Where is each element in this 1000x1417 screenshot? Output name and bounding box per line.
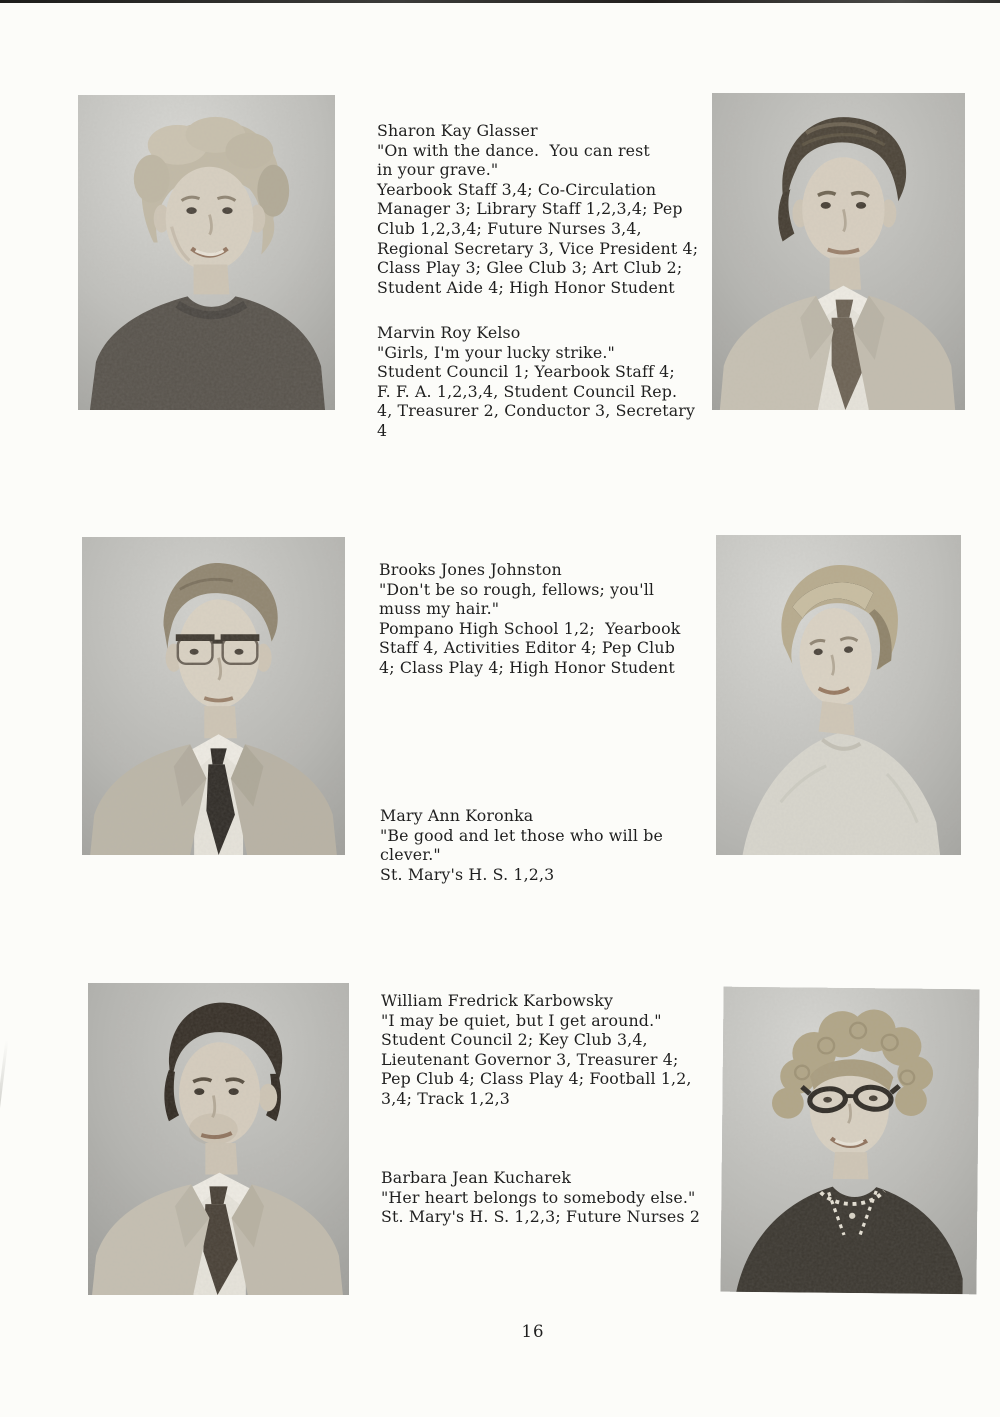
portrait-photo-mary-ann-koronka <box>716 535 961 855</box>
student-name: Marvin Roy Kelso <box>377 323 521 342</box>
entry-line: clever." <box>380 845 441 865</box>
portrait-illustration <box>82 537 345 855</box>
entry-line: Regional Secretary 3, Vice President 4; <box>377 238 699 258</box>
entry-line: 4, Treasurer 2, Conductor 3, Secretary <box>377 401 696 421</box>
entry-line: 3,4; Track 1,2,3 <box>381 1088 511 1108</box>
entry-line: "Don't be so rough, fellows; you'll <box>379 579 655 599</box>
entry-line: Pompano High School 1,2; Yearbook <box>379 618 681 638</box>
entry-line: F. F. A. 1,2,3,4, Student Council Rep. <box>377 381 678 401</box>
entry-line: "I may be quiet, but I get around." <box>381 1010 662 1030</box>
page-curl-artifact <box>0 1040 8 1159</box>
entry-line: Student Council 2; Key Club 3,4, <box>381 1030 648 1050</box>
student-name: Mary Ann Koronka <box>380 806 534 825</box>
student-name: Barbara Jean Kucharek <box>381 1168 572 1187</box>
student-entry-kelso <box>377 323 709 441</box>
portrait-illustration <box>712 93 965 410</box>
portrait-illustration <box>720 987 979 1295</box>
portrait-photo-barbara-jean-kucharek <box>720 987 979 1295</box>
entry-line: St. Mary's H. S. 1,2,3; Future Nurses 2 <box>381 1207 701 1227</box>
page-number: 16 <box>521 1322 545 1341</box>
entry-line: in your grave." <box>377 160 499 180</box>
entry-line: muss my hair." <box>379 599 500 619</box>
entry-line: 4 <box>377 420 388 440</box>
portrait-photo-marvin-roy-kelso <box>712 93 965 410</box>
entry-line: "Her heart belongs to somebody else." <box>381 1187 696 1207</box>
entry-line: "On with the dance. You can rest <box>377 140 650 160</box>
student-entry-karbowsky <box>381 991 713 1109</box>
student-name: William Fredrick Karbowsky <box>381 991 614 1010</box>
student-entry-kucharek <box>381 1168 713 1227</box>
entry-line: Pep Club 4; Class Play 4; Football 1,2, <box>381 1069 692 1089</box>
portrait-illustration <box>88 983 349 1295</box>
student-entry-koronka <box>380 806 712 884</box>
scan-edge-artifact <box>0 0 1000 3</box>
student-name: Brooks Jones Johnston <box>379 560 562 579</box>
entry-line: Manager 3; Library Staff 1,2,3,4; Pep <box>377 199 683 219</box>
entry-line: 4; Class Play 4; High Honor Student <box>379 657 675 677</box>
entry-line: Club 1,2,3,4; Future Nurses 3,4, <box>377 218 642 238</box>
portrait-illustration <box>78 95 335 410</box>
entry-line: Student Aide 4; High Honor Student <box>377 277 675 297</box>
entry-line: Class Play 3; Glee Club 3; Art Club 2; <box>377 258 683 278</box>
portrait-photo-brooks-jones-johnston <box>82 537 345 855</box>
portrait-photo-sharon-kay-glasser <box>78 95 335 410</box>
entry-line: "Girls, I'm your lucky strike." <box>377 342 615 362</box>
student-name: Sharon Kay Glasser <box>377 121 538 140</box>
entry-line: Lieutenant Governor 3, Treasurer 4; <box>381 1049 679 1069</box>
entry-line: Student Council 1; Yearbook Staff 4; <box>377 362 675 382</box>
entry-line: Staff 4, Activities Editor 4; Pep Club <box>379 638 675 658</box>
entry-line: St. Mary's H. S. 1,2,3 <box>380 864 555 884</box>
entry-line: Yearbook Staff 3,4; Co-Circulation <box>377 179 657 199</box>
portrait-illustration <box>716 535 961 855</box>
portrait-photo-william-fredrick-karbowsky <box>88 983 349 1295</box>
entry-line: "Be good and let those who will be <box>380 825 664 845</box>
student-entry-glasser <box>377 121 709 297</box>
student-entry-johnston <box>379 560 711 678</box>
